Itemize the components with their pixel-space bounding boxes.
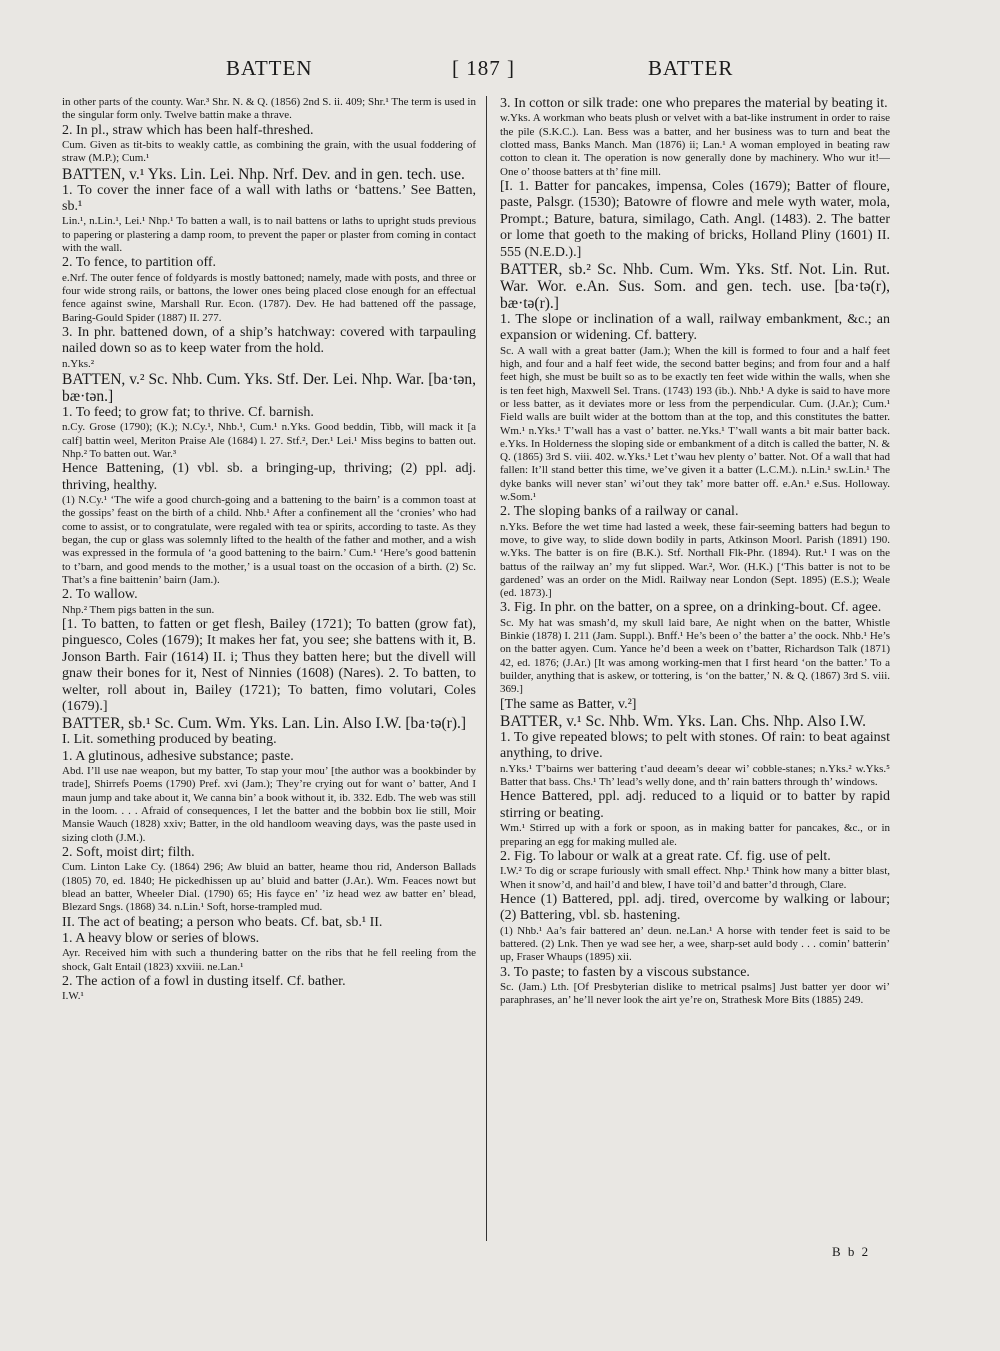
sense-definition: 1. A glutinous, adhesive substance; paste. xyxy=(62,748,294,764)
left-column xyxy=(62,96,476,1271)
signature-mark: B b 2 xyxy=(832,1244,871,1259)
sense-definition: 1. To feed; to grow fat; to thrive. Cf. barnish. xyxy=(62,405,314,420)
citation-text: I.W.¹ xyxy=(62,990,84,1003)
right-column xyxy=(500,96,890,1271)
sense-definition: 2. Soft, moist dirt; filth. xyxy=(62,844,195,860)
sense-definition: 1. To cover the inner face of a wall with laths or ‘battens.’ See Batten, sb.¹ xyxy=(62,182,476,214)
sense-definition: 1. To give repeated blows; to pelt with stones. Of rain: to beat against anything, to drive. xyxy=(500,730,890,762)
sense-definition: 2. To wallow. xyxy=(62,587,138,603)
sense-definition: 2. To fence, to partition off. xyxy=(62,255,217,271)
header-right-word: BATTER xyxy=(648,56,734,80)
citation-text: Cum. Given as tit-bits to weakly cattle, as combining the grain, with the usual foddering of straw (M.P.); Cum.¹ xyxy=(62,139,476,165)
citation-text: Lin.¹, n.Lin.¹, Lei.¹ Nhp.¹ To batten a wall, is to nail battens or laths to upright studs previous to papering or plastering a damp room, to prevent the paper or plaster from coming in contact with the wall. xyxy=(62,215,476,254)
citation-text: w.Yks. A workman who beats plush or velvet with a bat-like instrument in order to raise the pile (S.K.C.). Lan. Bess was a batter, and her business was to turn and beat the clotted mass, Banks Manch. Man (1876) ii; Lan.¹ A woman employed in beating raw cotton to clean it. The operation is now generally done by machinery. Who wur it!—One o’ thoose batters at th’ fine mill. xyxy=(500,112,890,178)
sense-definition: II. The act of beating; a person who beats. Cf. bat, sb.¹ II. xyxy=(62,914,383,930)
sense-definition: 2. In pl., straw which has been half-threshed. xyxy=(62,122,314,138)
sense-definition: 2. The sloping banks of a railway or canal. xyxy=(500,504,739,520)
sense-definition: 3. In phr. battened down, of a ship’s hatchway: covered with tarpauling nailed down so as to keep water from the hold. xyxy=(62,324,476,357)
sense-definition: I. Lit. something produced by beating. xyxy=(62,732,277,748)
citation-text: Wm.¹ Stirred up with a fork or spoon, as in making batter for pancakes, &c., or in preparing an egg for making mulled ale. xyxy=(500,822,890,848)
entry-headword: BATTEN, v.¹ Yks. Lin. Lei. Nhp. Nrf. Dev. and in gen. tech. use. xyxy=(62,165,465,183)
sense-definition: Hence Battening, (1) vbl. sb. a bringing-up, thriving; (2) ppl. adj. thriving, healthy. xyxy=(62,461,476,493)
citation-text: (1) N.Cy.¹ ‘The wife a good church-going and a battening to the bairn’ is a common toast at the gossips’ feast on the birth of a child. Nhb.¹ After a confinement all the ‘cronies’ who had come to assist, or to congratulate, were regaled with tea or spirits, according to taste. As they began, the cup or glass was solemnly lifted to the health of the father and mother, and a wish was expressed in the formula of ‘a good battening to the bairn.’ Cum.¹ ‘Here’s good battenin to t’barn, and good mends to the mother,’ is a usual toast on the occasion of a birth. (2) Sc. That’s a fine baittenin’ bairn (Jam.). xyxy=(62,494,476,586)
citation-text: n.Cy. Grose (1790); (K.); N.Cy.¹, Nhb.¹, Cum.¹ n.Yks. Good beddin, Tibb, will mack it [a calf] battin weel, Meriton Praise Ale (1684) l. 27. Stf.², Der.¹ Lei.¹ Miss begins to batten out. Nhp.² To batten out. War.³ xyxy=(62,421,476,460)
sense-definition: [I. 1. Batter for pancakes, impensa, Coles (1679); Batter of floure, paste, Palsgr. (1530); Batowre of flowre and mele wyth water, mola, Prompt.; Bature, batura, similago, Cath. Angl. (1483). 2. The batter or lome that goeth to the making of bricks, Holland Pliny (1601) II. 555 (N.E.D.).] xyxy=(500,178,890,260)
page-number: [ 187 ] xyxy=(452,56,515,80)
citation-text: (1) Nhb.¹ Aa’s fair battered an’ deun. ne.Lan.¹ A horse with tender feet is said to be battered. (2) Lnk. Then ye wad see her, a wee, sharp-set auld body . . . comin’ batterin’ up, Fraser Whaups (1895) xii. xyxy=(500,924,890,964)
citation-text: n.Yks.¹ T’bairns wer battering t’aud deeam’s deear wi’ cobble-stanes; n.Yks.² w.Yks.⁵ Batter that bass. Chs.¹ Th’ lead’s welly done, and th’ rain batters through th’ windows. xyxy=(500,762,890,789)
entry-headword: BATTER, sb.¹ Sc. Cum. Wm. Yks. Lan. Lin. Also I.W. [ba·tə(r).] xyxy=(62,715,467,733)
running-header xyxy=(0,56,1000,86)
citation-text: Sc. (Jam.) Lth. [Of Presbyterian dislike to metrical psalms] Just batter yer door wi’ paraphrases, an’ he’ll never look the airt ye’re on, Strathesk More Bits (1885) 249. xyxy=(500,981,890,1007)
citation-text: Sc. My hat was smash’d, my skull laid bare, Ae night when on the batter, Whistle Binkie (1878) I. 211 (Jam. Suppl.). Bnff.¹ He’s been o’ the batter a’ the oock. Nhb.¹ He’s on the batter agyen. Cum. Yance he’d been a week on t’batter, Richardson Talk (1871) 42, ed. 1876; (J.Ar.) [It was among working-men that I first heard ‘on the batter.’ To a builder, anything that is askew, or tottering, is ‘on the batter,’ N. & Q. (1867) 3rd S. viii. 369.] xyxy=(500,616,890,696)
entry-headword: BATTER, v.¹ Sc. Nhb. Wm. Yks. Lan. Chs. Nhp. Also I.W. xyxy=(500,713,867,731)
citation-text: Sc. A wall with a great batter (Jam.); When the kill is formed to four and a half feet high, and four and a half feet wide, the second batter begins; and from four and a half feet high, she must be built so as to be exactly ten feet wide within the walls, when she is ten feet high, Maxwell Sel. Trans. (1743) 193 (ib.). Nhb.¹ A dyke is said to have more or less batter, as it deviates more or less from the perpendicular. Cum. (J.Ar.); Cum.¹ Field walls are built wider at the bottom than at the top, and this constitutes the batter. Wm.¹ n.Yks.¹ T’wall has a vast o’ batter. ne.Yks.¹ T’wall wants a bit mair batter back. e.Yks. In Holderness the sloping side or embankment of a ditch is called the batter, N. & Q. (1865) 3rd S. viii. 402. w.Yks.¹ Let t’wau hev plenty o’ batter. Not. Of a wall that had fallen: It’ll stand better this time, we’ve given it a batter (L.C.M.). n.Lin.¹ sw.Lin.¹ The dyke banks will never stan’ wi’out they tak’ more batter off. e.An.¹ e.Sus. Holloway. w.Som.¹ xyxy=(500,344,890,503)
sense-definition: 1. The slope or inclination of a wall, railway embankment, &c.; an expansion or widening. Cf. battery. xyxy=(500,311,890,344)
citation-text: I.W.² To dig or scrape furiously with small effect. Nhp.¹ Think how many a bitter blast, When it snow’d, and hail’d and blew, I have toil’d and batter’d through, Clare. xyxy=(500,865,890,891)
citation-text: e.Nrf. The outer fence of foldyards is mostly battoned; namely, made with posts, and three or four wide strong rails, or battons, the lower ones being placed close enough for an effectual fence against swine, Marshall Rur. Econ. (1787). Dev. He had battened off the passage, Baring-Gould Spider (1887) II. 277. xyxy=(62,271,476,324)
sense-definition: Hence (1) Battered, ppl. adj. tired, overcome by walking or labour; (2) Battering, vbl. sb. hastening. xyxy=(500,891,890,924)
sense-definition: 1. A heavy blow or series of blows. xyxy=(62,930,260,946)
citation-text: Cum. Linton Lake Cy. (1864) 296; Aw bluid an batter, heame thou rid, Anderson Ballads (1805) 70, ed. 1840; He pickedhissen up au’ bluid and batter (J.Ar.). Wm. Feaces nowt but blead an batter, Wheeler Dial. (1790) 65; His fayce en’ ’iz head wez aw batter en’ blead, Blezard Sngs. (1868) 34. n.Lin.¹ Soft, horse-trampled mud. xyxy=(62,861,476,914)
sense-definition: [1. To batten, to fatten or get flesh, Bailey (1721); To batten (grow fat), pinguesco, Coles (1679); It makes her fat, you see; she battens with it, B. Jonson Barth. Fair (1614) II. i; Thus they batten here; but the divell will gnaw their bones for it, Nest of Ninnies (1608) (Nares). 2. To batten, to welter, roll about in, Bailey (1721); To batten, fimo volutari, Coles (1679).] xyxy=(62,616,476,714)
citation-text: n.Yks.² xyxy=(62,357,95,370)
entry-headword: BATTEN, v.² Sc. Nhb. Cum. Yks. Stf. Der. Lei. Nhp. War. [ba·tən, bæ·tən.] xyxy=(62,371,476,405)
sense-definition: 3. In cotton or silk trade: one who prepares the material by beating it. xyxy=(500,96,888,111)
header-left-word: BATTEN xyxy=(226,56,313,80)
column-divider xyxy=(486,96,487,1241)
sense-definition: 3. To paste; to fasten by a viscous substance. xyxy=(500,964,750,980)
citation-text: Abd. I’ll use nae weapon, but my batter, To stap your mou’ [the author was a bookbinder by trade], Shirrefs Poems (1790) Pref. xvi (Jam.); They’re crying out for want o’ batter, And I maun jump and take about it, We canna bin’ a book without it, ib. 332. Edb. The web was still in the loom. . . . Afraid of consequences, I let the batter and the bobbin box lie still, Moir Mansie Wauch (1828) xxiv; Batter, in the old handloom weaving days, was the paste used in sizing cloth (J.M.). xyxy=(62,765,476,844)
sense-definition: 2. The action of a fowl in dusting itself. Cf. bather. xyxy=(62,973,346,989)
sense-definition: Hence Battered, ppl. adj. reduced to a liquid or to batter by rapid stirring or beating. xyxy=(500,789,890,821)
sense-definition: 3. Fig. In phr. on the batter, on a spree, on a drinking-bout. Cf. agee. xyxy=(500,600,882,616)
entry-headword: BATTER, sb.² Sc. Nhb. Cum. Wm. Yks. Stf. Not. Lin. Rut. War. Wor. e.An. Sus. Som. and gen. tech. use. [ba·tə(r), bæ·tə(r).] xyxy=(500,260,890,312)
citation-text: n.Yks. Before the wet time had lasted a week, these fair-seeming batters had begun to move, to give way, to slide down bodily in parts, Atkinson Moorl. Parish (1891) 190. w.Yks. The batter is on fire (B.K.). Stf. Northall Flk-Phr. (1894). Rut.¹ I was on the battus of the railway an’ my fut slipped. War.², Wor. (H.K.) [‘This batter is not to be gardened’ was an order on the Midl. Railway near London (Sept. 1895) (E.S.); Weale (ed. 1873).] xyxy=(500,520,890,600)
citation-text: in other parts of the county. War.³ Shr. N. & Q. (1856) 2nd S. ii. 409; Shr.¹ The term is used in the singular form only. Twelve battin make a thrave. xyxy=(62,96,476,122)
citation-text: Ayr. Received him with such a thundering batter on the ribs that he fell reeling from the shock, Galt Entail (1823) xxviii. ne.Lan.¹ xyxy=(62,947,476,973)
citation-text: Nhp.² Them pigs batten in the sun. xyxy=(62,603,215,616)
sense-definition: [The same as Batter, v.²] xyxy=(500,696,637,712)
sense-definition: 2. Fig. To labour or walk at a great rate. Cf. fig. use of pelt. xyxy=(500,848,831,864)
